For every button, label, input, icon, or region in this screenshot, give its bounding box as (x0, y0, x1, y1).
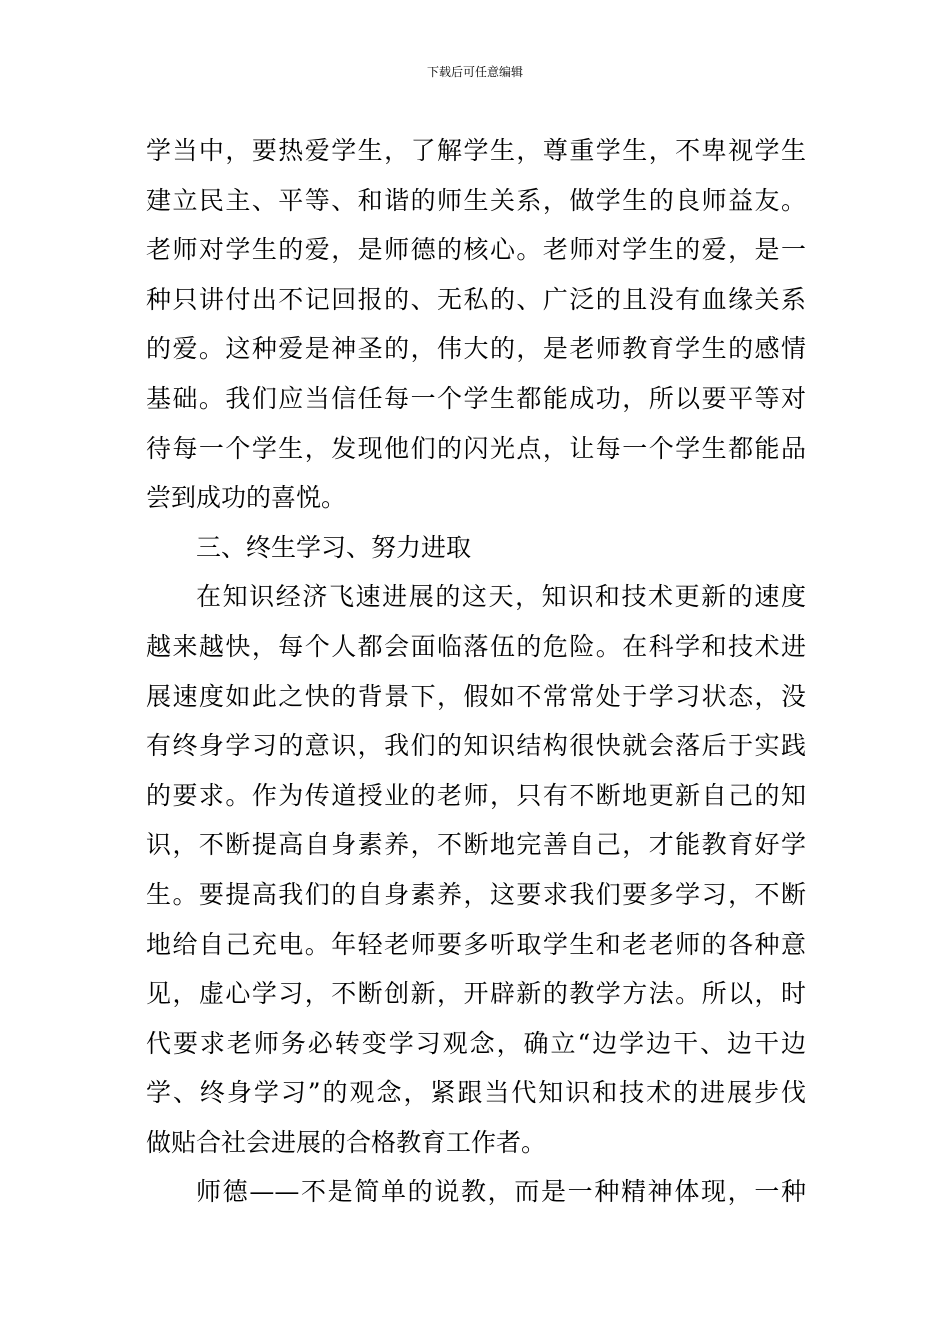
text-line-21: 做贴合社会进展的合格教育工作者。 (146, 1127, 547, 1157)
text-line-20: 学、终身学习”的观念，紧跟当代知识和技术的进展步伐 (146, 1078, 806, 1108)
text-line-2: 建立民主、平等、和谐的师生关系，做学生的良师益友。 (146, 185, 806, 215)
text-line-17: 地给自己充电。年轻老师要多听取学生和老老师的各种意 (146, 929, 806, 959)
text-line-8: 尝到成功的喜悦。 (146, 483, 347, 513)
text-line-6: 基础。我们应当信任每一个学生都能成功，所以要平等对 (146, 383, 806, 413)
text-line-5: 的爱。这种爱是神圣的，伟大的，是老师教育学生的感情 (146, 334, 806, 364)
text-line-10: 在知识经济飞速进展的这天，知识和技术更新的速度 (196, 582, 806, 612)
text-line-1: 学当中，要热爱学生，了解学生，尊重学生，不卑视学生 (146, 136, 806, 165)
text-line-3: 老师对学生的爱，是师德的核心。老师对学生的爱，是一 (146, 235, 806, 265)
text-line-19: 代要求老师务必转变学习观念，确立“边学边干、边干边 (146, 1028, 806, 1058)
text-line-14: 的要求。作为传道授业的老师，只有不断地更新自己的知 (146, 780, 806, 810)
section-heading: 三、终生学习、努力进取 (196, 532, 472, 562)
text-line-11: 越来越快，每个人都会面临落伍的危险。在科学和技术进 (146, 631, 806, 661)
text-line-16: 生。要提高我们的自身素养，这要求我们要多学习，不断 (146, 879, 806, 909)
text-line-22: 师德——不是简单的说教，而是一种精神体现，一种 (196, 1177, 806, 1207)
text-line-13: 有终身学习的意识，我们的知识结构很快就会落后于实践 (146, 731, 806, 761)
text-line-18: 见，虚心学习，不断创新，开辟新的教学方法。所以，时 (146, 979, 806, 1009)
page-header: 下载后可任意编辑 (426, 65, 523, 79)
text-line-12: 展速度如此之快的背景下，假如不常常处于学习状态，没 (146, 681, 806, 711)
text-line-4: 种只讲付出不记回报的、无私的、广泛的且没有血缘关系 (146, 284, 806, 314)
text-line-15: 识，不断提高自身素养，不断地完善自己，才能教育好学 (146, 830, 806, 860)
document-body (146, 126, 806, 1217)
text-line-7: 待每一个学生，发现他们的闪光点，让每一个学生都能品 (146, 433, 806, 463)
